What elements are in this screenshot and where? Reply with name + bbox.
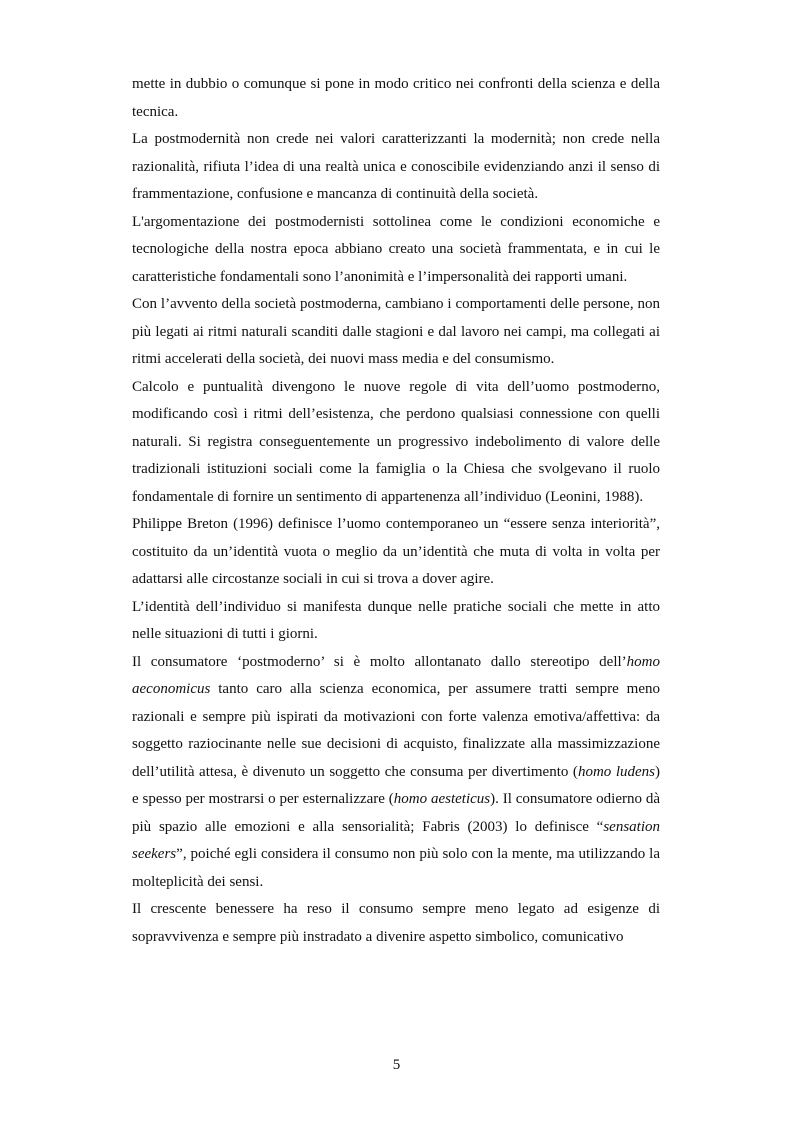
text-run: Calcolo e puntualità divengono le nuove regole di vita dell’uomo postmoderno, modificando così i ritmi dell’esistenza, che perdono qualsiasi connessione con quelli naturali. Si registra conseguentemente un progressivo indebolimento di valore delle tradizionali istituzioni sociali come la famiglia o la Chiesa che svolgevano il ruolo fondamentale di fornire un sentimento di appartenenza all’individuo (Leonini, 1988). bbox=[132, 378, 660, 505]
text-run: tanto caro alla scienza economica, per assumere tratti sempre meno razionali e sempre più ispirati da motivazioni con forte valenza emotiva/affettiva: da soggetto raziocinante nelle sue decisioni di acquisto, finalizzate alla massimizzazione dell’utilità attesa, è divenuto un soggetto che consuma per divertimento ( bbox=[132, 681, 660, 780]
text-run: Il consumatore ‘postmoderno’ si è molto allontanato dallo stereotipo dell’ bbox=[132, 653, 627, 670]
paragraph bbox=[132, 291, 660, 374]
text-run: ”, poiché egli considera il consumo non più solo con la mente, ma utilizzando la molteplicità dei sensi. bbox=[132, 846, 660, 890]
italic-term: homo ludens bbox=[577, 763, 655, 780]
page-body bbox=[132, 71, 660, 951]
italic-term: homo aeconomicus bbox=[132, 653, 660, 697]
paragraph bbox=[132, 511, 660, 594]
page-number: 5 bbox=[392, 1057, 401, 1073]
paragraph bbox=[132, 649, 660, 897]
italic-term: homo aesteticus bbox=[393, 791, 491, 807]
text-run: Il crescente benessere ha reso il consumo sempre meno legato ad esigenze di sopravvivenza e sempre più instradato a divenire aspetto simbolico, comunicativo bbox=[132, 901, 660, 945]
text-run: L'argomentazione dei postmodernisti sottolinea come le condizioni economiche e tecnologiche della nostra epoca abbiano creato una società frammentata, e in cui le caratteristiche fondamentali sono l’anonimità e l’impersonalità dei rapporti umani. bbox=[132, 213, 660, 285]
paragraph bbox=[132, 71, 660, 126]
italic-term: sensation seekers bbox=[132, 818, 660, 862]
text-run: Philippe Breton (1996) definisce l’uomo contemporaneo un “essere senza interiorità”, costituito da un’identità vuota o meglio da un’identità che muta di volta in volta per adattarsi alle circostanze sociali in cui si trova a dover agire. bbox=[132, 516, 660, 587]
text-run: ) e spesso per mostrarsi o per esternalizzare ( bbox=[132, 763, 660, 807]
text-run: mette in dubbio o comunque si pone in modo critico nei confronti della scienza e della tecnica. bbox=[132, 76, 660, 120]
text-run: L’identità dell’individuo si manifesta dunque nelle pratiche sociali che mette in atto nelle situazioni di tutti i giorni. bbox=[132, 598, 660, 642]
text-run: ). Il consumatore odierno dà più spazio alle emozioni e alla sensorialità; Fabris (2003) lo definisce “ bbox=[132, 791, 661, 835]
paragraph bbox=[132, 126, 660, 209]
paragraph bbox=[132, 896, 660, 951]
paragraph bbox=[132, 209, 660, 292]
paragraph bbox=[132, 594, 660, 649]
text-run: La postmodernità non crede nei valori caratterizzanti la modernità; non crede nella razionalità, rifiuta l’idea di una realtà unica e conoscibile evidenziando anzi il senso di frammentazione, confusione e mancanza di continuità della società. bbox=[132, 131, 660, 202]
paragraph bbox=[132, 374, 660, 512]
text-run: Con l’avvento della società postmoderna, cambiano i comportamenti delle persone, non più legati ai ritmi naturali scanditi dalle stagioni e dal lavoro nei campi, ma collegati ai ritmi accelerati della società, dei nuovi mass media e del consumismo. bbox=[132, 296, 660, 367]
